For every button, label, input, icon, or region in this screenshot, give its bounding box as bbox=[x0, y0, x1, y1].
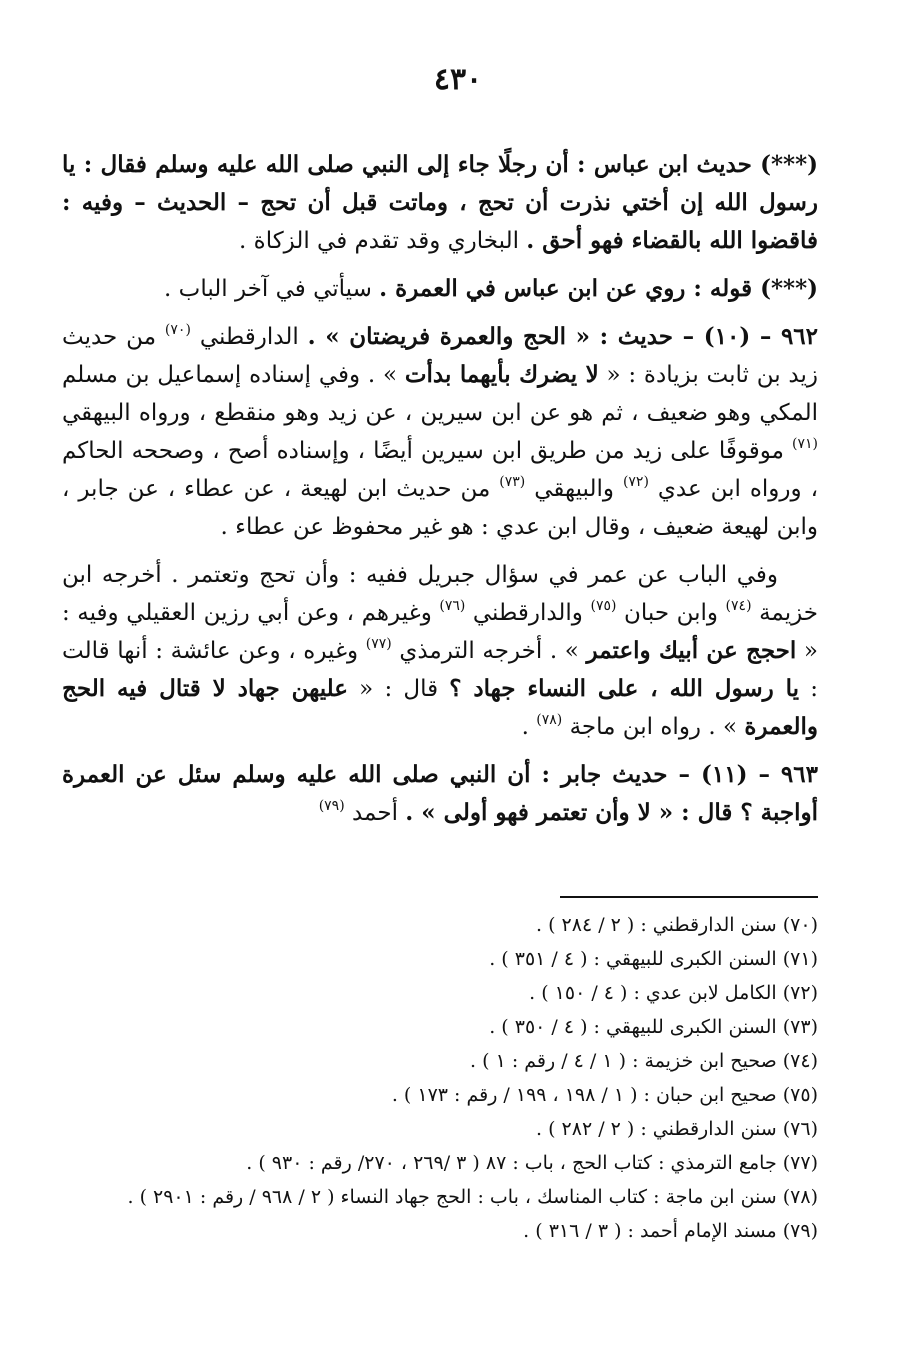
footnote-item: (٧٣) السنن الكبرى للبيهقي : ( ٤ / ٣٥٠ ) . bbox=[489, 1016, 818, 1038]
text-segment: سيأتي في آخر الباب . bbox=[164, 276, 380, 302]
text-segment: » . وفي إسناده إسماعيل بن مسلم المكي وهو ضعيف ، ثم هو عن ابن سيرين ، عن زيد وهو منقطع ، ورواه البيهقي bbox=[62, 362, 818, 426]
page-number: ٤٣٠ bbox=[433, 62, 483, 97]
text-segment: البخاري وقد تقدم في الزكاة . bbox=[239, 228, 527, 254]
text-segment: وابن حبان bbox=[616, 600, 726, 626]
paragraph-p2 bbox=[62, 270, 818, 308]
text-segment: قال : « bbox=[348, 676, 450, 702]
footnote-reference: (٧١) bbox=[792, 436, 818, 452]
paragraph-p5 bbox=[62, 756, 818, 832]
text-segment: ٩٦٣ – (١١) – حديث جابر : أن النبي صلى الله عليه وسلم سئل عن العمرة أواجبة ؟ قال : « لا وأن تعتمر فهو أولى » . bbox=[62, 761, 818, 826]
text-segment: عليهن جهاد لا قتال فيه الحج والعمرة bbox=[62, 675, 818, 740]
footnote-item: (٧١) السنن الكبرى للبيهقي : ( ٤ / ٣٥١ ) . bbox=[489, 948, 818, 970]
text-segment: يا رسول الله ، على النساء جهاد ؟ bbox=[449, 675, 800, 702]
text-segment: وفي الباب عن عمر في سؤال جبريل ففيه : وأن تحج وتعتمر . أخرجه ابن خزيمة bbox=[62, 562, 819, 626]
paragraph-p1 bbox=[62, 146, 818, 260]
footnote-item: (٧٢) الكامل لابن عدي : ( ٤ / ١٥٠ ) . bbox=[529, 982, 818, 1004]
footnote-item: (٧٤) صحيح ابن خزيمة : ( ١ / ٤ / رقم : ١ ) . bbox=[470, 1050, 818, 1072]
footnote-item: (٧٠) سنن الدارقطني : ( ٢ / ٢٨٤ ) . bbox=[536, 914, 818, 936]
footnote-reference: (٧٢) bbox=[622, 474, 649, 490]
footnote-item: (٧٦) سنن الدارقطني : ( ٢ / ٢٨٢ ) . bbox=[536, 1118, 818, 1140]
paragraph-p4 bbox=[62, 556, 818, 746]
text-segment: والدارقطني bbox=[465, 600, 591, 626]
text-segment: وغيرهم ، وعن أبي رزين العقيلي وفيه : « bbox=[62, 600, 818, 664]
paragraph-p3 bbox=[62, 318, 818, 546]
main-text bbox=[62, 146, 818, 842]
footnote-separator bbox=[560, 896, 818, 898]
footnote-reference: (٧٤) bbox=[725, 598, 752, 614]
footnote-item: (٧٨) سنن ابن ماجة : كتاب المناسك ، باب : الحج جهاد النساء ( ٢ / ٩٦٨ / رقم : ٢٩٠١ ) . bbox=[127, 1186, 818, 1208]
text-segment: » . أخرجه الترمذي bbox=[391, 638, 587, 664]
text-segment: (***) حديث ابن عباس : أن رجلًا جاء إلى النبي صلى الله عليه وسلم فقال : يا رسول الله إن أختي نذرت أن تحج ، وماتت قبل أن تحج – الحديث – وفيه : فاقضوا الله بالقضاء فهو أحق . bbox=[62, 151, 818, 254]
footnotes bbox=[62, 908, 818, 1248]
text-segment: » . رواه ابن ماجة bbox=[562, 714, 745, 740]
footnote-item: (٧٥) صحيح ابن حبان : ( ١ / ١٩٨ ، ١٩٩ / رقم : ١٧٣ ) . bbox=[391, 1084, 818, 1106]
footnote-reference: (٧٨) bbox=[536, 712, 563, 728]
footnote-item: (٧٩) مسند الإمام أحمد : ( ٣ / ٣١٦ ) . bbox=[523, 1220, 818, 1242]
text-segment: . bbox=[521, 714, 537, 740]
footnote-item: (٧٧) جامع الترمذي : كتاب الحج ، باب : ٨٧ ( ٣ /٢٦٩ ، ٢٧٠/ رقم : ٩٣٠ ) . bbox=[246, 1152, 818, 1174]
text-segment: أحمد bbox=[344, 800, 406, 826]
footnote-reference: (٧٦) bbox=[439, 598, 466, 614]
footnote-reference: (٧٧) bbox=[365, 636, 392, 652]
text-segment: من حديث زيد بن ثابت بزيادة : « bbox=[62, 324, 819, 388]
text-segment: احجج عن أبيك واعتمر bbox=[586, 637, 797, 664]
footnote-reference: (٧٣) bbox=[499, 474, 526, 490]
text-segment: الدارقطني bbox=[190, 324, 308, 350]
text-segment: من حديث ابن لهيعة ، عن عطاء ، عن جابر ، وابن لهيعة ضعيف ، وقال ابن عدي : هو غير محفوظ عن عطاء . bbox=[62, 476, 818, 540]
text-segment: (***) قوله : روي عن ابن عباس في العمرة . bbox=[379, 275, 818, 302]
text-segment: لا يضرك بأيهما بدأت bbox=[404, 361, 599, 388]
text-segment: والبيهقي bbox=[525, 476, 623, 502]
text-segment: موقوفًا على زيد من طريق ابن سيرين أيضًا ، وإسناده أصح ، وصححه الحاكم ، ورواه ابن عدي bbox=[62, 438, 818, 502]
text-segment: ٩٦٢ – (١٠) – حديث : « الحج والعمرة فريضتان » . bbox=[307, 323, 818, 350]
text-segment: وغيره ، وعن عائشة : أنها قالت : bbox=[62, 638, 818, 702]
footnote-reference: (٧٥) bbox=[590, 598, 617, 614]
footnote-reference: (٧٠) bbox=[164, 322, 191, 338]
footnote-reference: (٧٩) bbox=[318, 798, 345, 814]
